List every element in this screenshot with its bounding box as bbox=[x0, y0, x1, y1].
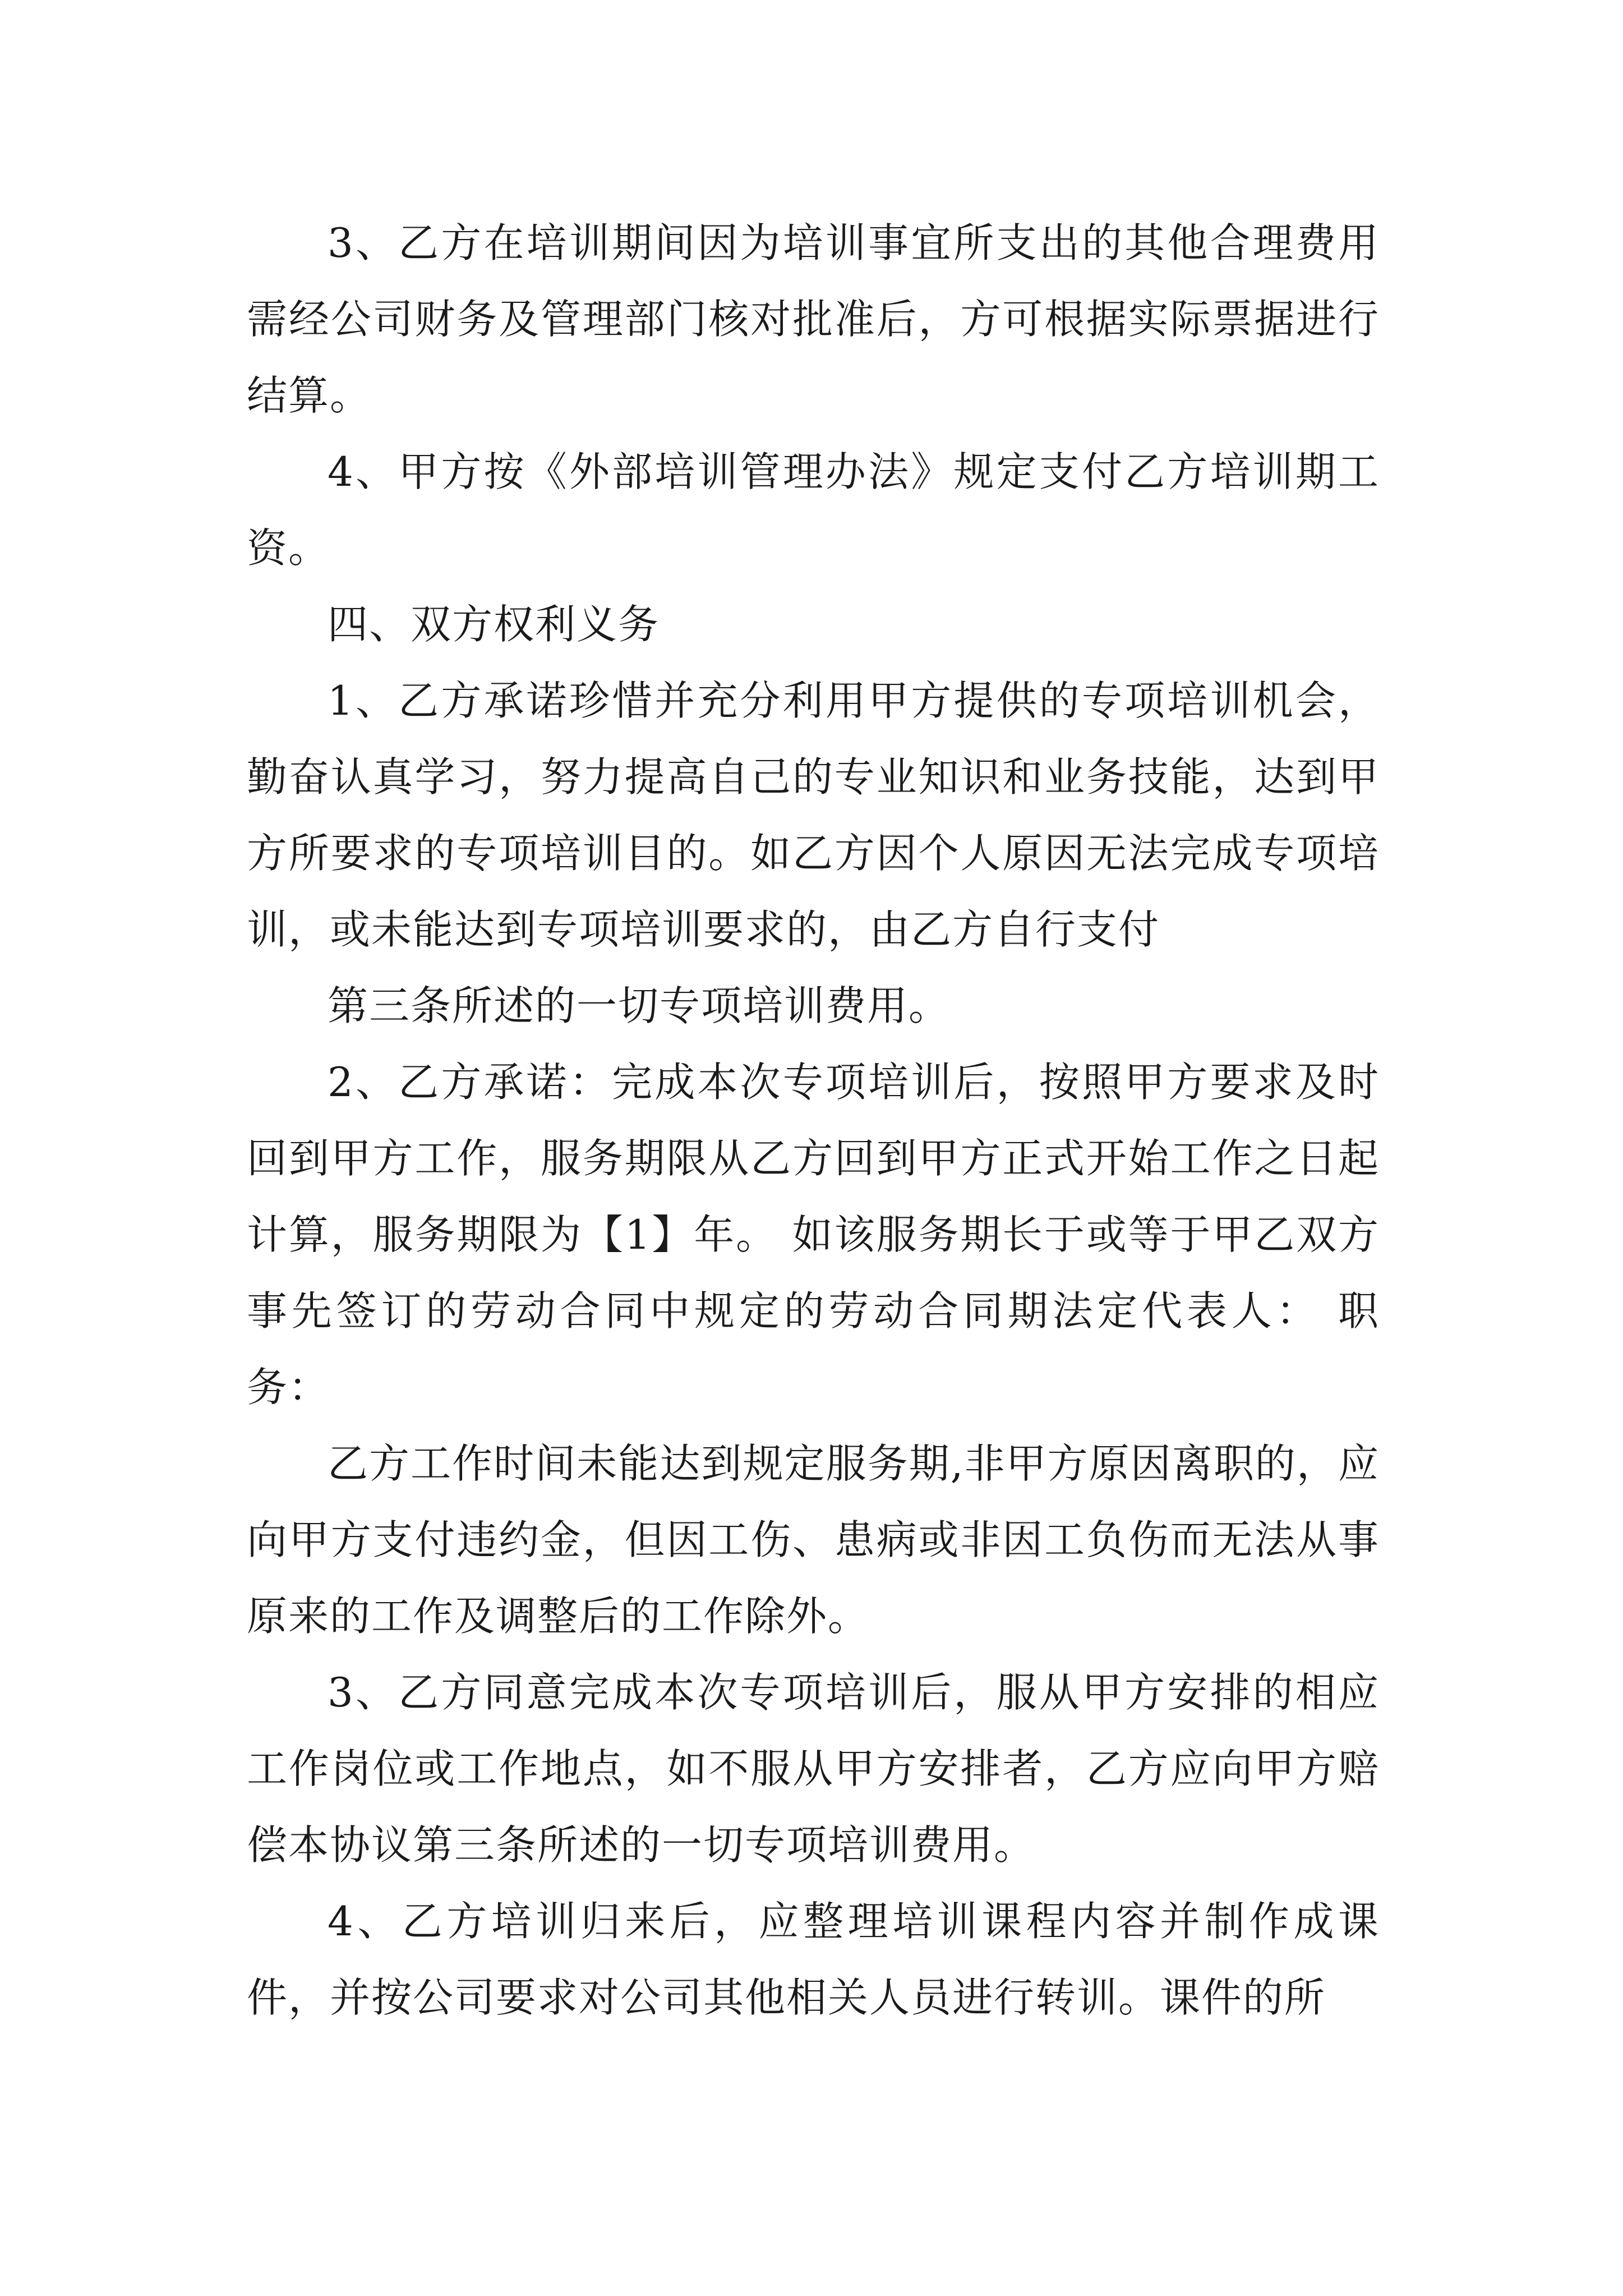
paragraph-courseware: 4、乙方培训归来后，应整理培训课程内容并制作成课件，并按公司要求对公司其他相关人员进行转训。课件的所 bbox=[247, 1898, 1380, 2021]
paragraph-service-period: 2、乙方承诺：完成本次专项培训后，按照甲方要求及时回到甲方工作，服务期限从乙方回到甲方正式开始工作之日起计算，服务期限为【1】年。 如该服务期长于或等于甲乙双方事先签订的劳动合同中规定的劳动合同期法定代表人： 职务： bbox=[247, 1059, 1380, 1411]
section-heading-rights-obligations: 四、双方权利义务 bbox=[328, 601, 660, 648]
paragraph-training-expenses: 3、乙方在培训期间因为培训事宜所支出的其他合理费用需经公司财务及管理部门核对批准后，方可根据实际票据进行结算。 bbox=[247, 219, 1380, 419]
document-body bbox=[247, 205, 1380, 2036]
paragraph-job-assignment: 3、乙方同意完成本次专项培训后，服从甲方安排的相应工作岗位或工作地点，如不服从甲方安排者，乙方应向甲方赔偿本协议第三条所述的一切专项培训费用。 bbox=[247, 1669, 1380, 1869]
paragraph-training-salary: 4、甲方按《外部培训管理办法》规定支付乙方培训期工资。 bbox=[247, 448, 1380, 572]
paragraph-commitment-study: 1、乙方承诺珍惜并充分利用甲方提供的专项培训机会，勤奋认真学习，努力提高自己的专业知识和业务技能，达到甲方所要求的专项培训目的。如乙方因个人原因无法完成专项培训，或未能达到专项培训要求的，由乙方自行支付 bbox=[247, 677, 1380, 953]
paragraph-liquidated-damages: 乙方工作时间未能达到规定服务期,非甲方原因离职的，应向甲方支付违约金，但因工伤、患病或非因工负伤而无法从事原来的工作及调整后的工作除外。 bbox=[247, 1440, 1380, 1640]
paragraph-training-fees: 第三条所述的一切专项培训费用。 bbox=[328, 982, 951, 1029]
